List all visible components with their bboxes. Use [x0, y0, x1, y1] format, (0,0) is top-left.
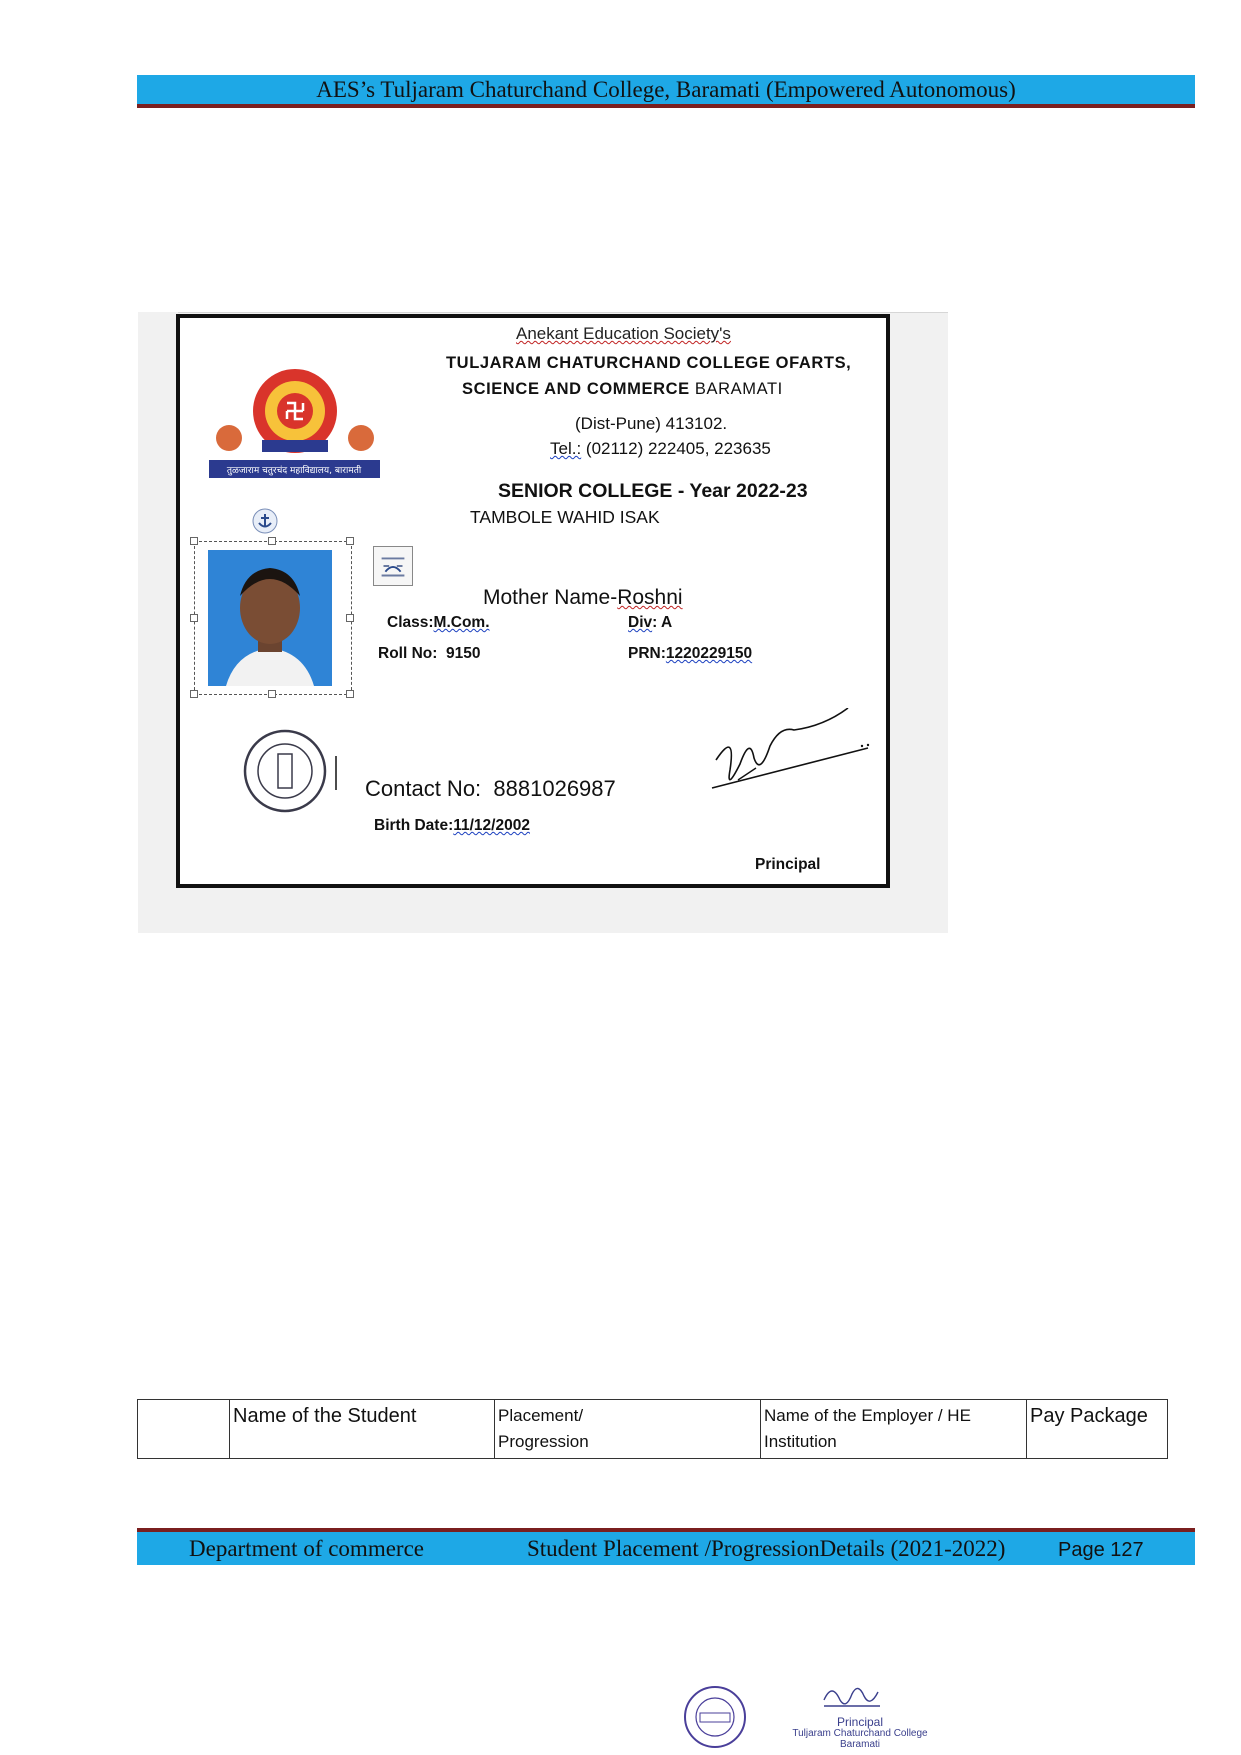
- table-header-row: [138, 1400, 1168, 1459]
- academic-year: SENIOR COLLEGE - Year 2022-23: [498, 480, 808, 502]
- layout-options-icon[interactable]: [373, 546, 413, 586]
- table-header-cell: Name of the Student: [230, 1400, 495, 1459]
- student-division: Div: A: [628, 614, 673, 631]
- resize-handle[interactable]: [190, 614, 198, 622]
- college-telephone: Tel.: (02112) 222405, 223635: [550, 439, 771, 458]
- contact-number: Contact No: 8881026987: [365, 776, 616, 801]
- principal-city: Baramati: [839, 1739, 880, 1750]
- college-stamp-icon: [238, 726, 338, 816]
- image-top-rule: [178, 312, 948, 313]
- resize-handle[interactable]: [346, 690, 354, 698]
- college-address: (Dist-Pune) 413102.: [575, 414, 728, 433]
- footer-section-title: Student Placement /ProgressionDetails (2021-2022): [527, 1536, 1006, 1561]
- table-header-cell: Name of the Employer / HE Institution: [761, 1400, 1027, 1459]
- svg-text:तुळजाराम चतुरचंद महाविद्यालय,: तुळजाराम चतुरचंद महाविद्यालय, बारामती: [226, 466, 362, 476]
- resize-handle[interactable]: [346, 614, 354, 622]
- society-name: Anekant Education Society's: [516, 324, 731, 343]
- resize-handle[interactable]: [190, 690, 198, 698]
- college-seal-icon: [683, 1685, 747, 1749]
- table-header-cell: [138, 1400, 230, 1459]
- birth-date: Birth Date:11/12/2002: [374, 817, 530, 834]
- principal-signature-block: [770, 1680, 950, 1752]
- page-number: Page 127: [1058, 1539, 1144, 1561]
- principal-title: Principal: [836, 1715, 884, 1729]
- student-photo: [208, 550, 332, 686]
- principal-college: Tuljaram Chaturchand College: [792, 1728, 928, 1739]
- resize-handle[interactable]: [346, 537, 354, 545]
- anchor-icon: [252, 508, 278, 534]
- college-logo-icon: [206, 366, 383, 486]
- footer-department: Department of commerce: [189, 1536, 424, 1561]
- mother-name: Mother Name-Roshni: [483, 586, 683, 609]
- principal-initials-icon: [820, 1680, 890, 1714]
- header-title: AES’s Tuljaram Chaturchand College, Baramati (Empowered Autonomous): [316, 77, 1016, 102]
- resize-handle[interactable]: [268, 690, 276, 698]
- page-footer: [137, 1528, 1195, 1565]
- student-id-card: [176, 314, 890, 888]
- table-header-cell: Placement/ Progression: [495, 1400, 761, 1459]
- college-name-line2: SCIENCE AND COMMERCE BARAMATI: [462, 380, 783, 398]
- resize-handle[interactable]: [190, 537, 198, 545]
- principal-signature-icon: [708, 708, 876, 794]
- principal-label: Principal: [755, 856, 821, 873]
- college-name-line1: TULJARAM CHATURCHAND COLLEGE OFARTS,: [446, 354, 852, 372]
- page-header: [137, 75, 1195, 108]
- placement-table: [137, 1399, 1168, 1459]
- prn-number: PRN:1220229150: [628, 645, 753, 662]
- table-header-cell: Pay Package: [1027, 1400, 1168, 1459]
- student-name: TAMBOLE WAHID ISAK: [470, 507, 660, 527]
- student-class: Class:M.Com.: [387, 614, 490, 631]
- roll-number: Roll No: 9150: [378, 645, 481, 662]
- resize-handle[interactable]: [268, 537, 276, 545]
